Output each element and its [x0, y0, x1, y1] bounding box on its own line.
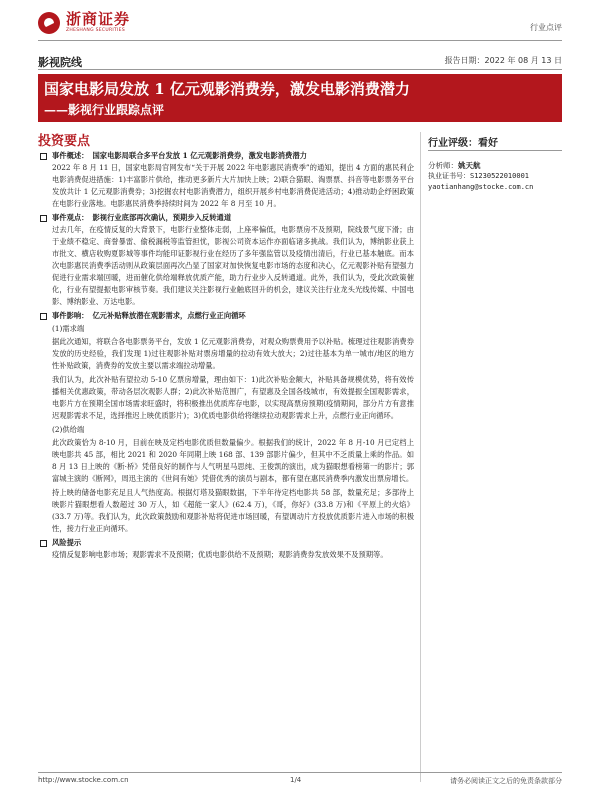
rating-rule: [428, 150, 562, 151]
paragraph: 据此次通知，将联合各电影票务平台，发放 1 亿元观影消费券，对观众购票费用予以补贴。梳理过往观影消费券发放的历史经验，我们发现 1)过往观影补贴对票房增量的拉动有效大放大；2)过往基本为单一城市/地区的地方性补贴政策，消费券的发放主要以需求端拉动增量。: [52, 337, 414, 370]
paragraph: 我们认为，此次补贴有望拉动 5-10 亿票房增量，理由如下：1)此次补贴金额大，补贴具备规模优势，将有效传播相关优惠政策，带动各层次观影人群；2)此次补贴范围广，有望惠及全国各线城市，有效提振全国观影需求，电影片方在预期全国市场需求旺盛时，将积极推出优质库存电影，以实现高票房预期(疫情期间，部分片方有意推迟观影需求不足，选择推迟上映优质影片)；3)优质电影供给将继续拉动观影需求上升，点燃行业正向循环。: [52, 375, 414, 420]
logo-name-cn: 浙商证券: [66, 10, 131, 29]
logo-name-en: ZHESHANG SECURITIES: [66, 28, 125, 34]
paragraph: 此次政策恰为 8-10 月，目前在映及定档电影优质但数量偏少。根据我们的统计，2022 年 8 月-10 月已定档上映电影共 45 部，相比 2021 和 2020 年同期上映 168 部、139 部影片偏少，但其中不乏质量上乘的作品。如 8 月 13 日上映的《断·桥》凭借良好的制作与人气明星马思纯、王俊凯的演出，成为猫眼想看榜第一的影片；郭富城主演的《断网》，周迅主演的《世间有她》凭借优秀的演员与剧本，都有望在惠民消费季内激发出票房增长。: [52, 438, 414, 483]
analyst-block: [428, 160, 562, 193]
paragraph: 持上映的储备电影充足且人气热度高。根据灯塔及猫眼数据，下半年待定档电影共 58 部，数量充足；多部待上映影片猫眼想看人数超过 30 万人，如《超能一家人》(62.4 万)，《哥，你好》(33.8 万)和《平原上的火焰》(33.7 万)等。我们认为，此次政策鼓励和观影补贴将促进市场回暖，有望调动片方投放优质影片进入市场的积极性，接力行业正向循环。: [52, 488, 414, 533]
bullet-label: 事件影响：: [52, 311, 89, 320]
sector-rule: [38, 69, 562, 70]
main-content: [38, 150, 414, 563]
license-number: 执业证书号：S1230522010001: [428, 172, 530, 180]
bullet-event-overview: [38, 150, 414, 162]
doc-type: 行业点评: [530, 23, 562, 32]
header-rule: [38, 40, 562, 41]
analyst-name: 姚天航: [458, 161, 481, 170]
industry-rating: 行业评级：看好: [428, 138, 498, 149]
section-title: 投资要点: [38, 134, 91, 149]
sub-heading-supply: (2)供给端: [52, 425, 85, 434]
report-title: 国家电影局发放 1 亿元观影消费券，激发电影消费潜力: [44, 80, 410, 98]
report-date: 报告日期：2022 年 08 月 13 日: [444, 56, 562, 65]
title-banner: [38, 74, 562, 122]
footer-website[interactable]: http://www.stocke.com.cn: [38, 776, 129, 784]
report-subtitle: ——影视行业跟踪点评: [44, 103, 165, 117]
bullet-label: 事件观点：: [52, 213, 89, 222]
sector-label: 影视院线: [38, 56, 82, 69]
sub-heading-demand: (1)需求端: [52, 324, 85, 333]
bullet-event-impact: [38, 310, 414, 322]
bullet-label: 风险提示: [52, 538, 82, 547]
bullet-risk: [38, 537, 414, 549]
logo-mark-icon: [38, 12, 60, 34]
analyst-email[interactable]: yaotianhang@stocke.com.cn: [428, 183, 534, 191]
bullet-event-view: [38, 212, 414, 224]
brand-logo: [38, 12, 130, 34]
paragraph: 疫情反复影响电影市场；观影需求不及预期；优质电影供给不及预期；观影消费券发放效果不及预期等。: [52, 550, 388, 559]
bullet-label: 事件概述：: [52, 151, 89, 160]
paragraph: 2022 年 8 月 11 日，国家电影局官网发布“关于开展 2022 年电影惠民消费季”的通知，提出 4 方面的惠民利企电影消费促进措施：1)丰富影片供给，推动更多新片大片加快上映；2)联合猫眼、淘票票、抖音等电影票务平台发放共计 1 亿元观影消费券；3)挖掘农村电影消费潜力，组织开展乡村电影消费促进活动；4)推动助企纾困政策在电影行业落地。电影惠民消费季持续时间为 2022 年 8 月至 10 月。: [52, 163, 414, 208]
bullet-heading: 国家电影局联合多平台发放 1 亿元观影消费券，激发电影消费潜力: [92, 151, 307, 160]
analyst-label: 分析师：: [428, 161, 458, 170]
footer-disclaimer: 请务必阅读正文之后的免责条款部分: [450, 777, 562, 785]
bullet-heading: 影视行业底部再次确认，预期步入反转通道: [92, 213, 232, 222]
page-number: 1/4: [290, 776, 302, 784]
footer-rule: [38, 772, 562, 773]
paragraph: 过去几年，在疫情反复的大背景下，电影行业整体走弱，上座率偏低，电影票房不及预期，院线景气度下滑；由于业绩不稳定、商誉暴雷、偷税漏税等监管担忧，影视公司资本运作亦面临诸多挑战。我们认为，博纳影业获上市批文、横店收购夏影城等事件均能印证影视行业在经历了多年强监管以及疫情出清后，行业已基本触底。而本次电影惠民消费季活动则从政策层面再次凸显了国家对加快恢复电影市场的态度和决心，亿元观影补贴有望强力促进行业需求端回暖，进而催化供给端释放优质产能，助力行业步入反转通道。此外，我们认为，受此次政策催化，行业有望提振电影审核节奏。我们建议关注影视行业触底回升的机会，建议关注行业龙头光线传媒、中国电影、博纳影业、万达电影。: [52, 225, 414, 306]
column-divider: [420, 132, 421, 782]
bullet-heading: 亿元补贴释放潜在观影需求，点燃行业正向循环: [92, 311, 246, 320]
